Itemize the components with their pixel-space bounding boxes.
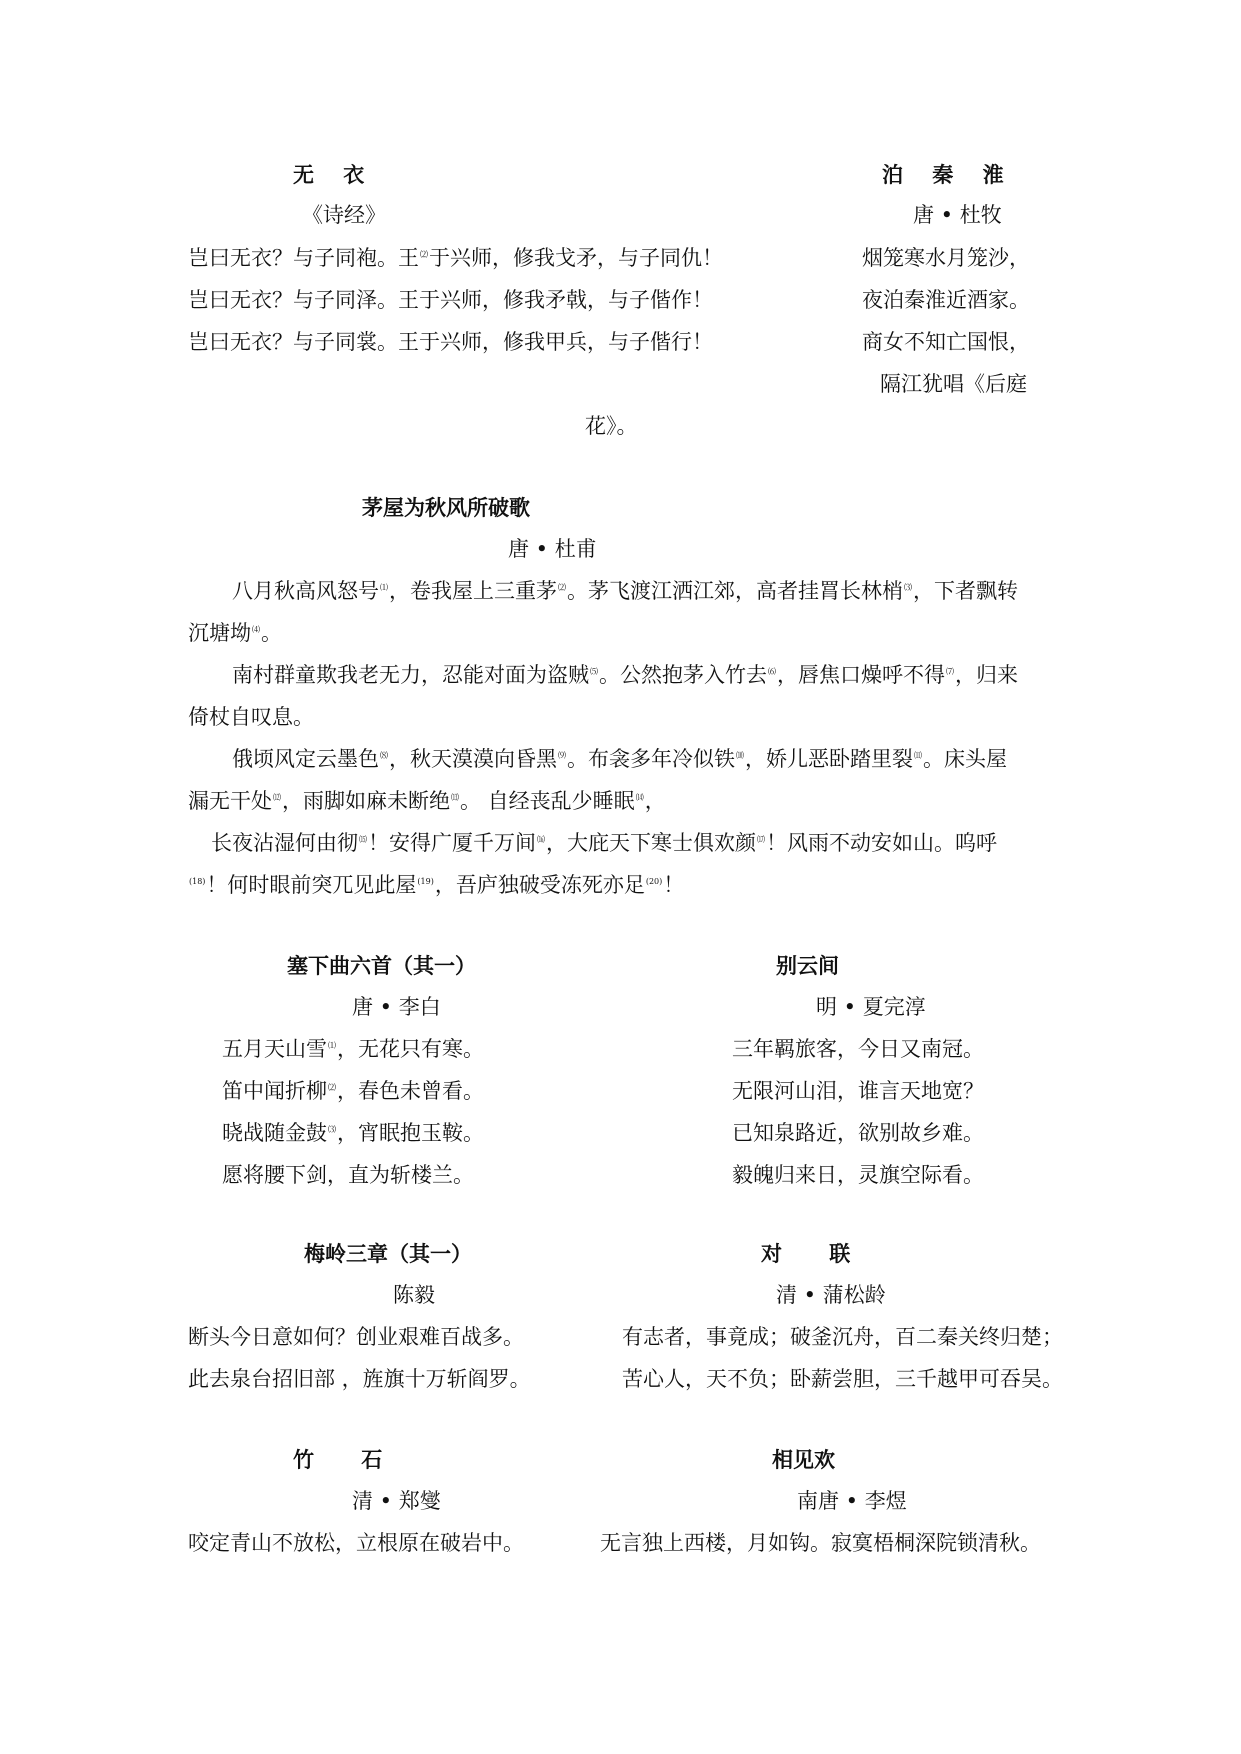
- text-segment: 笛中闻折柳: [222, 1079, 327, 1103]
- poem-title-boqinhuai: 泊 秦 淮: [882, 163, 1015, 187]
- text-segment: ！风雨不动安如山。呜呼: [766, 831, 997, 855]
- text-segment: 。床头屋: [923, 747, 1007, 771]
- footnote-marker: ⒃: [537, 835, 545, 844]
- text-segment: ，卷我屋上三重茅: [389, 579, 557, 603]
- footnote-marker: (19): [417, 877, 434, 886]
- poem-author-boqinhuai: 唐 • 杜牧: [913, 203, 1002, 227]
- footnote-marker: ⑴: [380, 583, 388, 592]
- text-segment: 八月秋高风怒号: [232, 579, 379, 603]
- poem-line-bieyunjian-3: 已知泉路近，欲别故乡难。: [732, 1121, 984, 1145]
- text-segment: ，归来: [955, 663, 1018, 687]
- footnote-marker: ⑶: [328, 1125, 336, 1134]
- text-segment: 。布衾多年冷似铁: [567, 747, 735, 771]
- text-segment: 俄顷风定云墨色: [232, 747, 379, 771]
- poem-line-maowu-3: [232, 665, 1018, 686]
- poem-line-maowu-6: [188, 791, 666, 812]
- poem-title-bieyunjian: 别云间: [776, 954, 839, 978]
- footnote-marker: ⒀: [451, 793, 459, 802]
- text-segment: ，秋天漠漠向昏黑: [389, 747, 557, 771]
- poem-line-meiling-1: 断头今日意如何？创业艰难百战多。: [188, 1325, 524, 1349]
- footnote-marker: ⑹: [768, 667, 776, 676]
- poem-author-xiangjianhuan: 南唐 • 李煜: [797, 1489, 907, 1513]
- poem-line-boqinhuai-5: 花》。: [585, 414, 638, 438]
- poem-line-maowu-1: [232, 581, 1018, 602]
- text-segment: ！: [663, 873, 685, 897]
- text-segment: 。茅飞渡江洒江郊，高者挂罥长林梢: [567, 579, 903, 603]
- footnote-marker: ⑸: [590, 667, 598, 676]
- footnote-marker: ⑿: [273, 793, 281, 802]
- poem-line-maowu-2: [188, 623, 282, 644]
- text-segment: 南村群童欺我老无力，忍能对面为盗贼: [232, 663, 589, 687]
- text-segment: 晓战随金鼓: [222, 1121, 327, 1145]
- poem-line-boqinhuai-3: 商女不知亡国恨，: [862, 330, 1030, 354]
- poem-author-bieyunjian: 明 • 夏完淳: [816, 995, 926, 1019]
- poem-title-wuyi: 无 衣: [293, 163, 376, 187]
- poem-title-saixia: 塞下曲六首（其一）: [287, 954, 476, 978]
- footnote-marker: ⑷: [252, 625, 260, 634]
- poem-line-maowu-7: [211, 833, 997, 854]
- footnote-marker: (20): [645, 877, 663, 886]
- footnote-marker: ⑵: [328, 1083, 336, 1092]
- footnote-marker: ⑾: [914, 751, 922, 760]
- poem-line-duilian-1: 有志者，事竟成；破釜沉舟，百二秦关终归楚；: [622, 1325, 1063, 1349]
- footnote-marker: ⑼: [558, 751, 566, 760]
- poem-title-maowu: 茅屋为秋风所破歌: [362, 496, 530, 520]
- footnote-marker: ⑺: [946, 667, 954, 676]
- footnote-marker: ⑶: [904, 583, 912, 592]
- poem-line-duilian-2: 苦心人，天不负；卧薪尝胆，三千越甲可吞吴。: [622, 1367, 1063, 1391]
- poem-line-boqinhuai-4: 隔江犹唱《后庭: [880, 372, 1027, 396]
- poem-line-wuyi-2: 岂曰无衣？与子同泽。王于兴师，修我矛戟，与子偕作！: [188, 288, 713, 312]
- text-segment: ，雨脚如麻未断绝: [282, 789, 450, 813]
- poem-line-boqinhuai-1: 烟笼寒水月笼沙，: [862, 246, 1030, 270]
- poem-line-saixia-4: 愿将腰下剑，直为斩楼兰。: [222, 1163, 474, 1187]
- poem-author-duilian: 清 • 蒲松龄: [776, 1283, 886, 1307]
- footnote-marker: ⑵: [420, 250, 428, 259]
- poem-line-maowu-4: 倚杖自叹息。: [188, 705, 314, 729]
- text-segment: 。: [261, 621, 282, 645]
- text-segment: 。公然抱茅入竹去: [599, 663, 767, 687]
- poem-title-zhushi: 竹 石: [293, 1448, 403, 1472]
- text-segment: 岂曰无衣？与子同袍。王: [188, 246, 419, 270]
- text-segment: ，无花只有寒。: [337, 1037, 484, 1061]
- poem-author-saixia: 唐 • 李白: [352, 995, 441, 1019]
- poem-line-zhushi-1: 咬定青山不放松，立根原在破岩中。: [188, 1531, 524, 1555]
- text-segment: ，: [644, 789, 666, 813]
- text-segment: ，娇儿恶卧踏里裂: [745, 747, 913, 771]
- poem-line-saixia-2: [222, 1081, 484, 1102]
- text-segment: 长夜沾湿何由彻: [211, 831, 358, 855]
- text-segment: ，宵眠抱玉鞍。: [337, 1121, 484, 1145]
- poem-author-meiling: 陈毅: [393, 1283, 435, 1307]
- text-segment: ！何时眼前突兀见此屋: [206, 873, 417, 897]
- text-segment: 于兴师，修我戈矛，与子同仇！: [429, 246, 723, 270]
- poem-line-wuyi-1: [188, 248, 723, 269]
- poem-line-bieyunjian-4: 毅魄归来日，灵旗空际看。: [732, 1163, 984, 1187]
- footnote-marker: ⒄: [757, 835, 765, 844]
- text-segment: 沉塘坳: [188, 621, 251, 645]
- text-segment: ，大庇天下寒士俱欢颜: [546, 831, 756, 855]
- text-segment: ，春色未曾看。: [337, 1079, 484, 1103]
- footnote-marker: ⑵: [558, 583, 566, 592]
- poem-title-duilian: 对 联: [761, 1242, 871, 1266]
- text-segment: 漏无干处: [188, 789, 272, 813]
- text-segment: ，唇焦口燥呼不得: [777, 663, 945, 687]
- text-segment: ，下者飘转: [913, 579, 1018, 603]
- footnote-marker: ⑴: [328, 1041, 336, 1050]
- footnote-marker: ⑽: [736, 751, 744, 760]
- poem-line-boqinhuai-2: 夜泊秦淮近酒家。: [862, 288, 1030, 312]
- text-segment: 五月天山雪: [222, 1037, 327, 1061]
- poem-title-meiling: 梅岭三章（其一）: [304, 1242, 472, 1266]
- poem-line-wuyi-3: 岂曰无衣？与子同裳。王于兴师，修我甲兵，与子偕行！: [188, 330, 713, 354]
- poem-line-xiangjianhuan-1: 无言独上西楼，月如钩。寂寞梧桐深院锁清秋。: [600, 1531, 1041, 1555]
- text-segment: ，吾庐独破受冻死亦足: [434, 873, 645, 897]
- poem-line-bieyunjian-2: 无限河山泪，谁言天地宽？: [732, 1079, 984, 1103]
- poem-line-meiling-2: 此去泉台招旧部 ，旌旗十万斩阎罗。: [188, 1367, 531, 1391]
- footnote-marker: ⒁: [635, 793, 644, 802]
- text-segment: ！安得广厦千万间: [368, 831, 536, 855]
- poem-author-zhushi: 清 • 郑燮: [352, 1489, 441, 1513]
- footnote-marker: (18): [189, 877, 206, 886]
- poem-line-saixia-3: [222, 1123, 484, 1144]
- poem-title-xiangjianhuan: 相见欢: [772, 1448, 835, 1472]
- poem-author-wuyi: 《诗经》: [302, 203, 386, 227]
- poem-line-saixia-1: [222, 1039, 484, 1060]
- footnote-marker: ⒂: [359, 835, 367, 844]
- poem-line-maowu-5: [232, 749, 1007, 770]
- footnote-marker: ⑻: [380, 751, 388, 760]
- text-segment: 。 自经丧乱少睡眠: [460, 789, 635, 813]
- poem-line-maowu-8: [188, 875, 684, 896]
- poem-line-bieyunjian-1: 三年羁旅客，今日又南冠。: [732, 1037, 984, 1061]
- poem-author-maowu: 唐 • 杜甫: [508, 537, 597, 561]
